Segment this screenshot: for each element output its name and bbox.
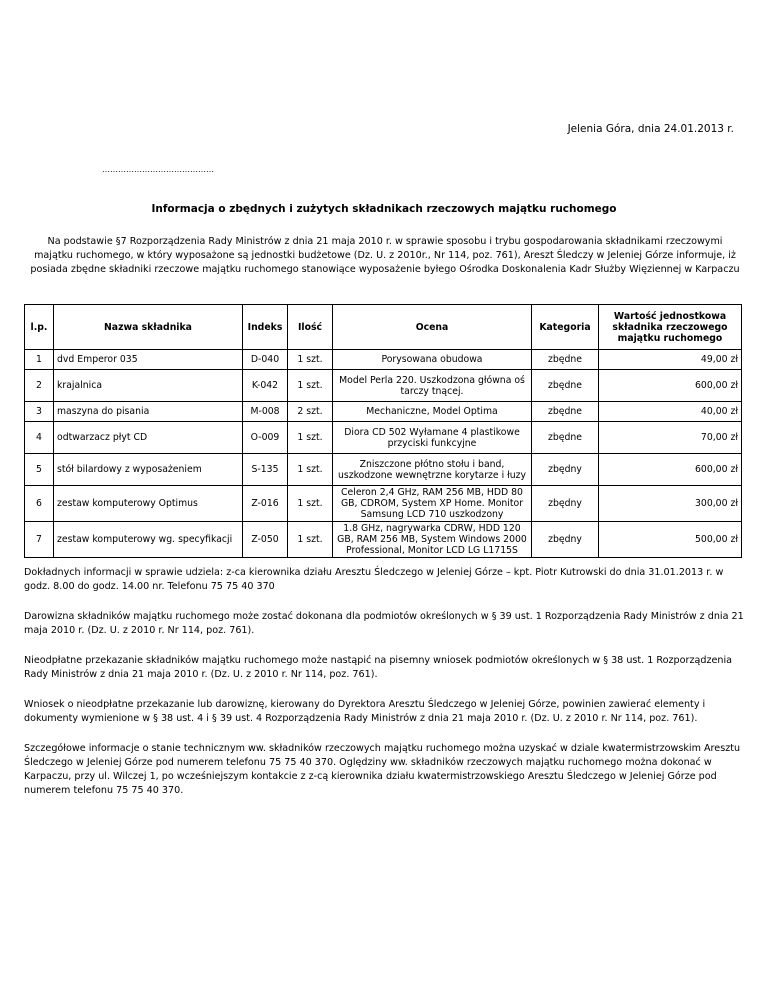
- donation-paragraph: Darowizna składników majątku ruchomego może zostać dokonana dla podmiotów określonych w § 39 ust. 1 Rozporządzenia Rady Ministrów z dnia 21 maja 2010 r. (Dz. U. z 2010 r. Nr 114, poz. 761).: [24, 611, 744, 636]
- cell-value: 70,00 zł: [599, 422, 742, 454]
- table-row: [25, 422, 742, 454]
- details-paragraph: Szczegółowe informacje o stanie technicznym ww. składników rzeczowych majątku ruchomego można uzyskać w dziale kwatermistrzowskim Aresztu Śledczego w Jeleniej Górze pod numerem telefonu 75 75 40 370. Oględziny ww. składników rzeczowych majątku ruchomego można dokonać w Karpaczu, przy ul. Wilczej 1, po wcześniejszym kontakcie z z-cą kierownika działu kwatermistrzowskiego Aresztu Śledczego w Jeleniej Górze pod numerem telefonu 75 75 40 370.: [24, 743, 741, 796]
- cell-rating: Zniszczone płótno stołu i band, uszkodzone wewnętrzne korytarze i łuzy: [333, 454, 532, 486]
- free-transfer-paragraph: Nieodpłatne przekazanie składników majątku ruchomego może nastąpić na pisemny wniosek podmiotów określonych w § 38 ust. 1 Rozporządzenia Rady Ministrów z dnia 21 maja 2010 r. (Dz. U. z 2010 r. Nr 114, poz. 761).: [24, 655, 733, 680]
- application-paragraph: Wniosek o nieodpłatne przekazanie lub darowiznę, kierowany do Dyrektora Aresztu Śledczego w Jeleniej Górze, powinien zawierać elementy i dokumenty wymienione w § 38 ust. 4 i § 39 ust. 4 Rozporządzenia Rady Ministrów z dnia 21 maja 2010 r. (Dz. U. z 2010 r. Nr 114, poz. 761).: [24, 699, 706, 724]
- cell-category: zbędny: [532, 486, 599, 522]
- cell-index: Z-050: [243, 522, 288, 558]
- cell-category: zbędny: [532, 522, 599, 558]
- header-value: Wartość jednostkowa składnika rzeczowego majątku ruchomego: [599, 305, 742, 350]
- cell-value: 40,00 zł: [599, 402, 742, 422]
- cell-value: 300,00 zł: [599, 486, 742, 522]
- cell-rating: Celeron 2,4 GHz, RAM 256 MB, HDD 80 GB, CDROM, System XP Home. Monitor Samsung LCD 710 uszkodzony: [333, 486, 532, 522]
- cell-value: 600,00 zł: [599, 454, 742, 486]
- cell-name: stół bilardowy z wyposażeniem: [54, 454, 243, 486]
- contact-paragraph: Dokładnych informacji w sprawie udziela: z-ca kierownika działu Aresztu Śledczego w Jeleniej Górze – kpt. Piotr Kutrowski do dnia 31.01.2013 r. w godz. 8.00 do godz. 14.00 nr. Telefonu 75 75 40 370: [24, 567, 724, 592]
- cell-rating: Mechaniczne, Model Optima: [333, 402, 532, 422]
- intro-paragraph: Na podstawie §7 Rozporządzenia Rady Ministrów z dnia 21 maja 2010 r. w sprawie sposobu i trybu gospodarowania składnikami rzeczowymi majątku ruchomego, w który wyposażone są jednostki budżetowe (Dz. U. z 2010r., Nr 114, poz. 761), Areszt Śledczy w Jeleniej Górze informuje, iż posiada zbędne składniki rzeczowe majątku ruchomego stanowiące wyposażenie byłego Ośrodka Doskonalenia Kadr Służby Więziennej w Karpaczu: [30, 236, 740, 275]
- cell-lp: 5: [25, 454, 54, 486]
- cell-qty: 1 szt.: [288, 422, 333, 454]
- cell-rating: Porysowana obudowa: [333, 350, 532, 370]
- header-rating: Ocena: [333, 305, 532, 350]
- signature-dots: ……………………………………: [102, 165, 214, 174]
- cell-qty: 1 szt.: [288, 350, 333, 370]
- cell-rating: Diora CD 502 Wyłamane 4 plastikowe przyciski funkcyjne: [333, 422, 532, 454]
- cell-rating: 1.8 GHz, nagrywarka CDRW, HDD 120 GB, RAM 256 MB, System Windows 2000 Professional, Monitor LCD LG L1715S: [333, 522, 532, 558]
- cell-lp: 3: [25, 402, 54, 422]
- cell-index: S-135: [243, 454, 288, 486]
- cell-rating: Model Perla 220. Uszkodzona główna oś tarczy tnącej.: [333, 370, 532, 402]
- cell-category: zbędne: [532, 350, 599, 370]
- cell-name: odtwarzacz płyt CD: [54, 422, 243, 454]
- header-lp: l.p.: [25, 305, 54, 350]
- document-title: Informacja o zbędnych i zużytych składnikach rzeczowych majątku ruchomego: [151, 203, 617, 215]
- cell-qty: 1 szt.: [288, 522, 333, 558]
- cell-index: D-040: [243, 350, 288, 370]
- cell-lp: 4: [25, 422, 54, 454]
- header-qty: Ilość: [288, 305, 333, 350]
- cell-value: 500,00 zł: [599, 522, 742, 558]
- cell-qty: 1 szt.: [288, 486, 333, 522]
- cell-lp: 6: [25, 486, 54, 522]
- cell-lp: 7: [25, 522, 54, 558]
- cell-category: zbędne: [532, 422, 599, 454]
- cell-name: maszyna do pisania: [54, 402, 243, 422]
- table-row: [25, 370, 742, 402]
- header-name: Nazwa składnika: [54, 305, 243, 350]
- table-row: [25, 402, 742, 422]
- cell-name: krajalnica: [54, 370, 243, 402]
- header-category: Kategoria: [532, 305, 599, 350]
- cell-category: zbędne: [532, 370, 599, 402]
- document-date: Jelenia Góra, dnia 24.01.2013 r.: [567, 123, 734, 135]
- table-row: [25, 454, 742, 486]
- cell-value: 49,00 zł: [599, 350, 742, 370]
- cell-name: zestaw komputerowy wg. specyfikacji: [54, 522, 243, 558]
- table-row: [25, 522, 742, 558]
- cell-name: zestaw komputerowy Optimus: [54, 486, 243, 522]
- cell-index: M-008: [243, 402, 288, 422]
- cell-index: K-042: [243, 370, 288, 402]
- info-paragraphs: [24, 566, 744, 814]
- cell-lp: 2: [25, 370, 54, 402]
- cell-category: zbędne: [532, 402, 599, 422]
- cell-index: O-009: [243, 422, 288, 454]
- assets-table: [24, 304, 742, 558]
- cell-qty: 1 szt.: [288, 454, 333, 486]
- cell-qty: 1 szt.: [288, 370, 333, 402]
- table-row: [25, 350, 742, 370]
- cell-lp: 1: [25, 350, 54, 370]
- cell-category: zbędny: [532, 454, 599, 486]
- cell-name: dvd Emperor 035: [54, 350, 243, 370]
- cell-value: 600,00 zł: [599, 370, 742, 402]
- table-header-row: [25, 305, 742, 350]
- header-index: Indeks: [243, 305, 288, 350]
- table-row: [25, 486, 742, 522]
- cell-index: Z-016: [243, 486, 288, 522]
- cell-qty: 2 szt.: [288, 402, 333, 422]
